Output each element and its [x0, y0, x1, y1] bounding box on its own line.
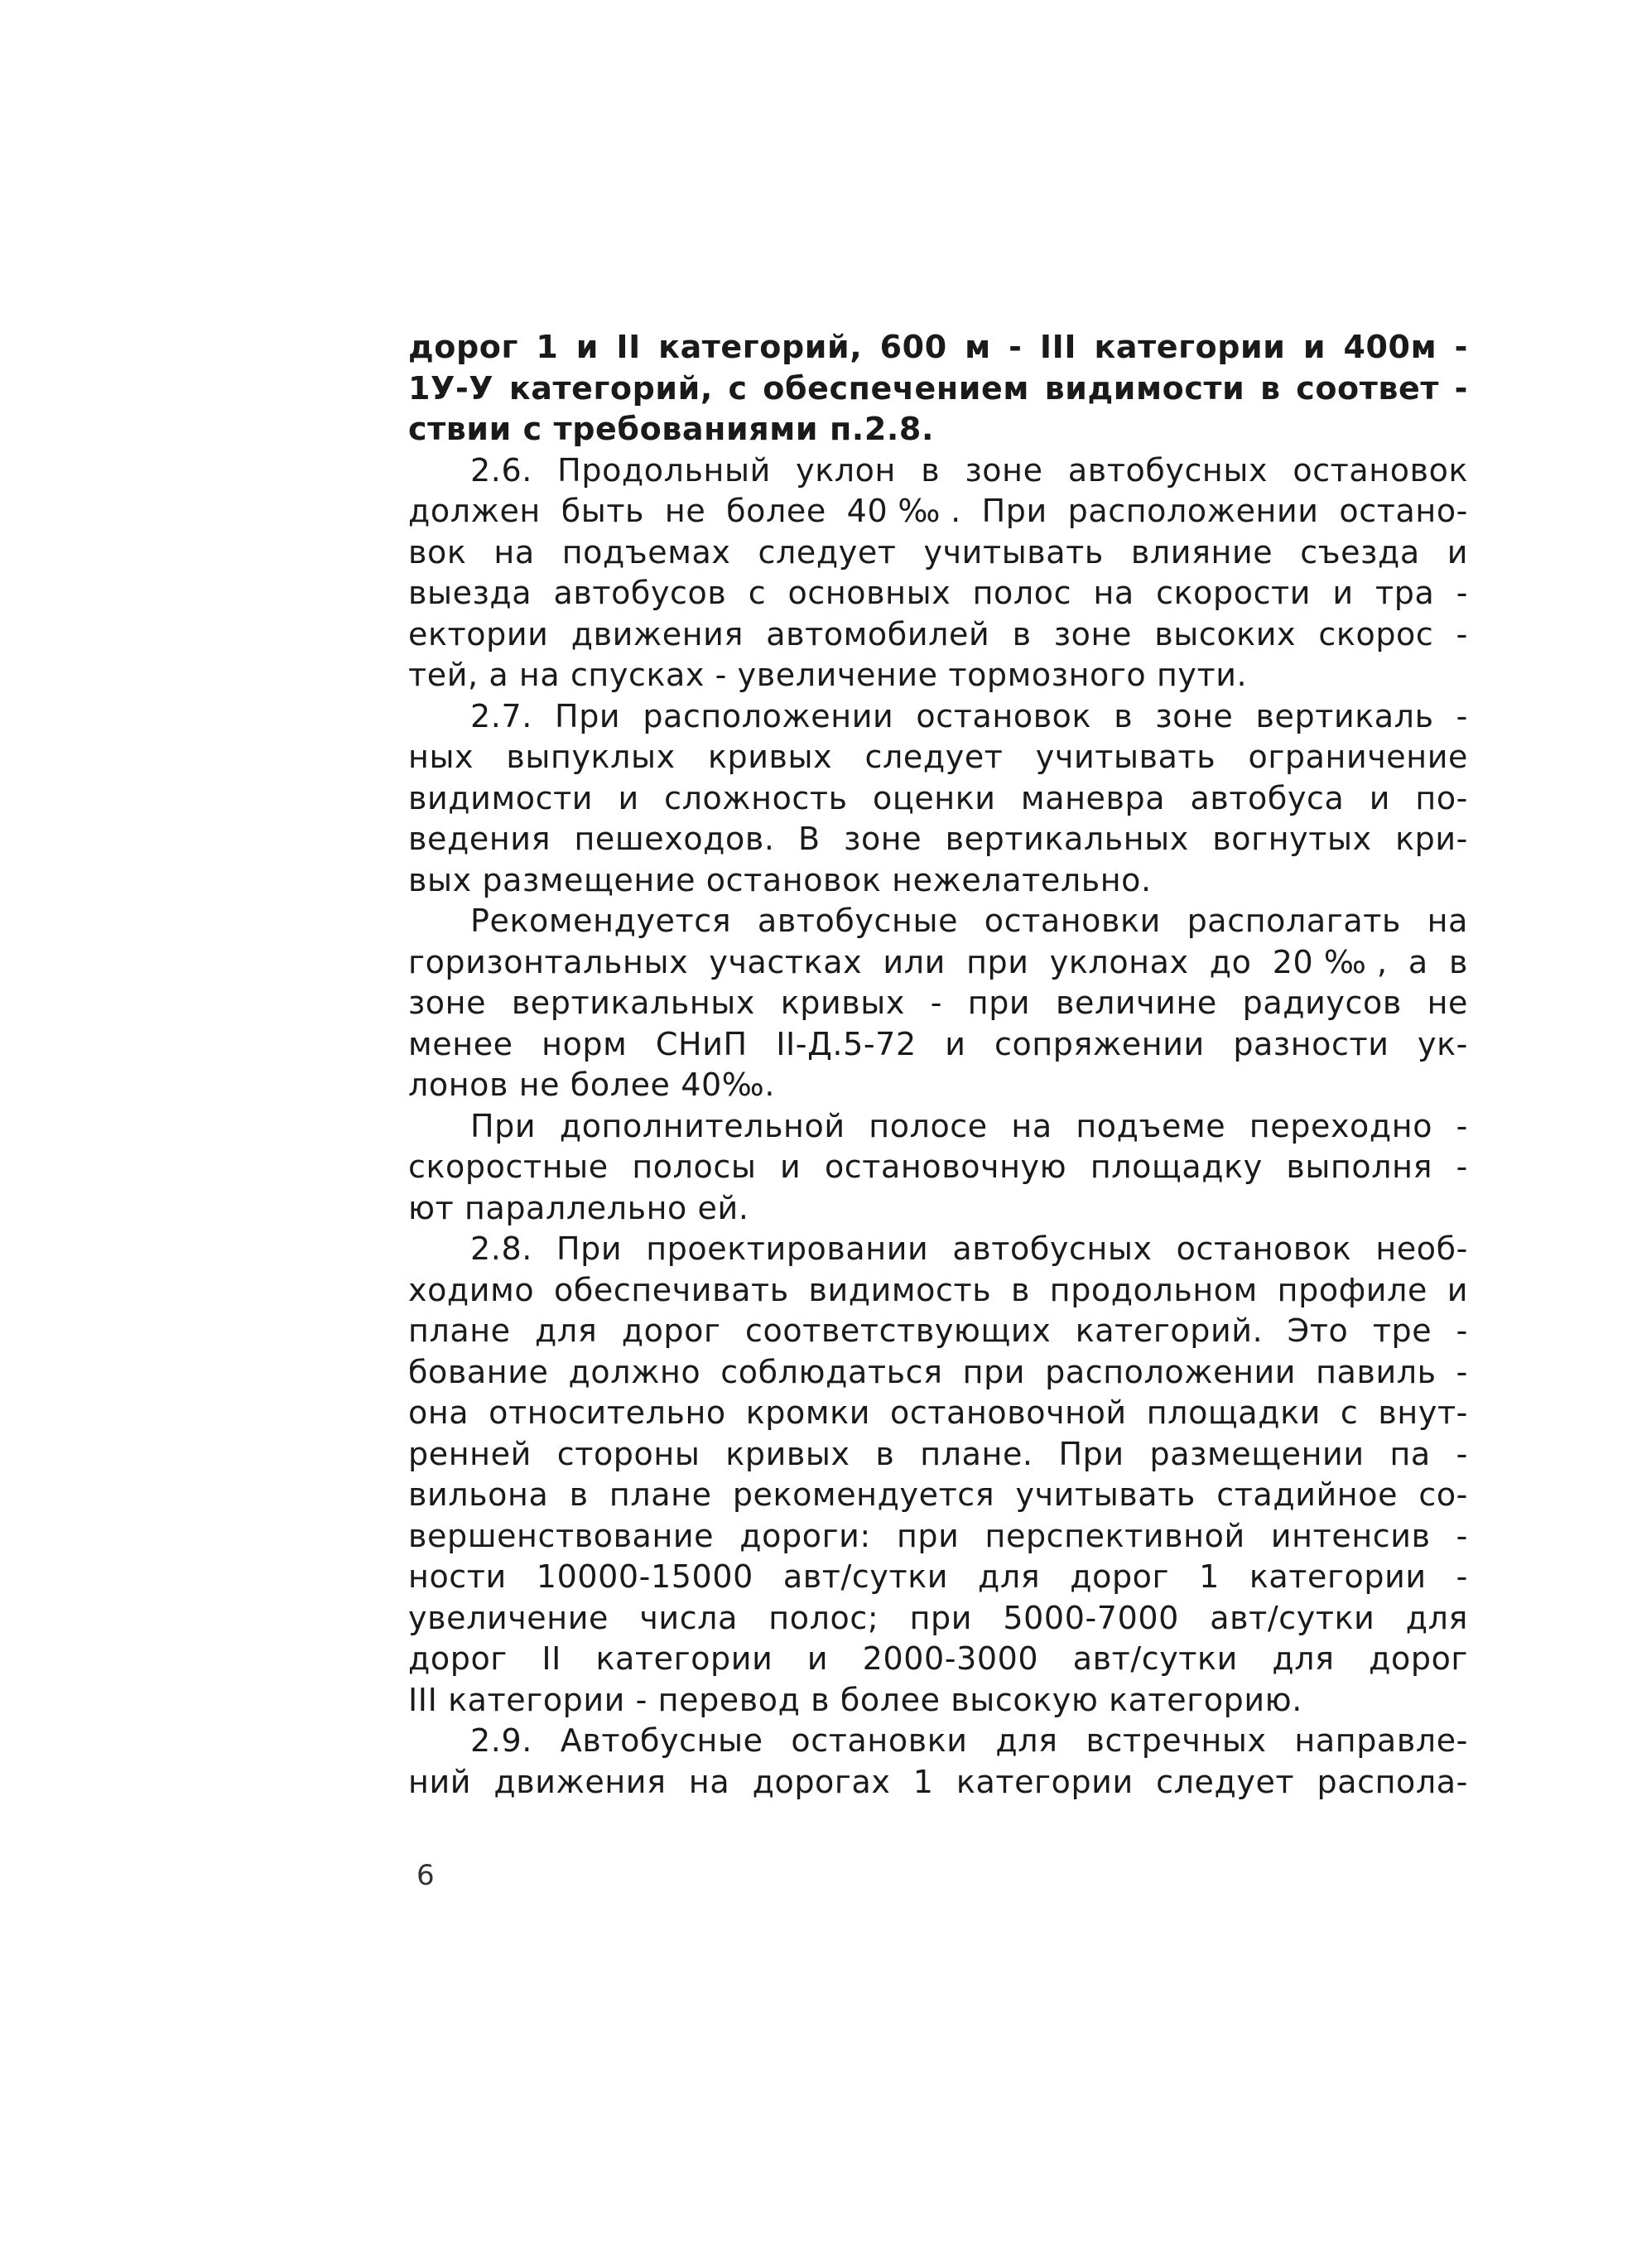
text-line: вых размещение остановок нежелательно. [408, 861, 1152, 898]
text-line: видимости и сложность оценки маневра автобуса и по- [408, 779, 1468, 816]
text-line: менее норм СНиП II-Д.5-72 и сопряжении разности ук- [408, 1025, 1468, 1062]
text-line: вильона в плане рекомендуется учитывать стадийное со- [408, 1476, 1468, 1513]
paragraph-2-7-first-line: 2.7. При расположении остановок в зоне вертикаль - [470, 697, 1468, 734]
text-line: 1У-У категорий, с обеспечением видимости в соответ - [408, 369, 1468, 407]
text-line: зоне вертикальных кривых - при величине радиусов не [408, 985, 1468, 1021]
text-line: плане для дорог соответствующих категорий. Это тре - [408, 1312, 1468, 1349]
text-line: должен быть не более 40‰. При расположении остано- [408, 493, 1468, 529]
text-line: вок на подъемах следует учитывать влияние съезда и [408, 533, 1468, 571]
text-line: ют параллельно ей. [408, 1189, 749, 1226]
paragraph-additional-lane-first-line: При дополнительной полосе на подъеме переходно - [470, 1107, 1468, 1144]
text-line: III категории - перевод в более высокую категорию. [408, 1681, 1302, 1718]
body-text [408, 327, 1468, 1803]
paragraph-2-6-first-line: 2.6. Продольный уклон в зоне автобусных остановок [470, 451, 1468, 489]
text-line: ности 10000-15000 авт/сутки для дорог 1 категории - [408, 1558, 1468, 1595]
text-line: ренней стороны кривых в плане. При размещении па - [408, 1435, 1468, 1472]
paragraph-2-8-first-line: 2.8. При проектировании автобусных остановок необ- [470, 1230, 1468, 1267]
text-line: тей, а на спусках - увеличение тормозного пути. [408, 657, 1248, 693]
text-line: ходимо обеспечивать видимость в продольном профиле и [408, 1271, 1468, 1308]
text-line: горизонтальных участках или при уклонах до 20‰, а в [408, 943, 1468, 980]
text-line: ектории движения автомобилей в зоне высоких скорос - [408, 615, 1468, 652]
text-line: лонов не более 40‰. [408, 1067, 776, 1103]
text-line: она относительно кромки остановочной площадки с внут- [408, 1394, 1468, 1431]
text-line: бование должно соблюдаться при расположении павиль - [408, 1353, 1468, 1390]
text-line: ных выпуклых кривых следует учитывать ограничение [408, 739, 1468, 775]
paragraph-recommendation-first-line: Рекомендуется автобусные остановки располагать на [470, 903, 1468, 939]
page-number: 6 [416, 1859, 435, 1892]
text-line: ствии с требованиями п.2.8. [408, 411, 934, 447]
text-line: скоростные полосы и остановочную площадку выполня - [408, 1148, 1468, 1185]
text-line: вершенствование дороги: при перспективной интенсив - [408, 1517, 1468, 1554]
text-line: увеличение числа полос; при 5000-7000 авт/сутки для [408, 1599, 1468, 1636]
text-line: выезда автобусов с основных полос на скорости и тра - [408, 575, 1468, 611]
paragraph-2-9-first-line: 2.9. Автобусные остановки для встречных направле- [470, 1722, 1468, 1759]
text-line: дорог II категории и 2000-3000 авт/сутки для дорог [408, 1640, 1468, 1677]
text-line: дорог 1 и II категорий, 600 м - III категории и 400м - [408, 329, 1468, 365]
text-line: ведения пешеходов. В зоне вертикальных вогнутых кри- [408, 821, 1468, 857]
text-line: ний движения на дорогах 1 категории следует распола- [408, 1763, 1468, 1800]
